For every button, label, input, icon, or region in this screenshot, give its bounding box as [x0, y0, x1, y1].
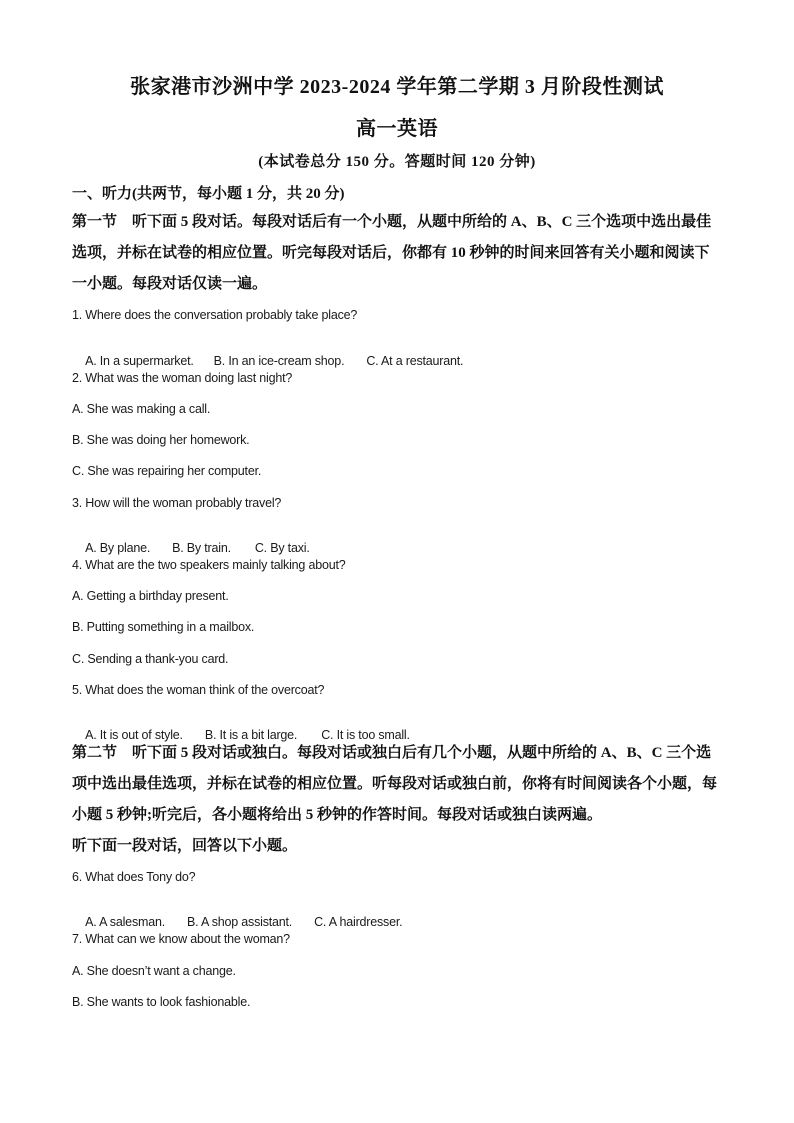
- exam-title: 张家港市沙洲中学 2023-2024 学年第二学期 3 月阶段性测试: [130, 76, 664, 98]
- question-4-option-c[interactable]: C. Sending a thank-you card.: [72, 652, 229, 666]
- question-3-option-b[interactable]: B. By train.: [172, 541, 231, 555]
- question-7-stem: 7. What can we know about the woman?: [72, 932, 290, 946]
- question-3-stem: 3. How will the woman probably travel?: [72, 496, 282, 510]
- question-3-option-a[interactable]: A. By plane.: [85, 541, 151, 555]
- question-1-option-a[interactable]: A. In a supermarket.: [85, 354, 194, 368]
- part1-heading: 一、听力(共两节，每小题 1 分，共 20 分): [72, 186, 345, 202]
- dialogue-intro: 听下面一段对话，回答以下小题。: [72, 838, 298, 854]
- question-4-option-a[interactable]: A. Getting a birthday present.: [72, 589, 229, 603]
- question-2-option-c[interactable]: C. She was repairing her computer.: [72, 464, 262, 478]
- question-2-stem: 2. What was the woman doing last night?: [72, 371, 293, 385]
- exam-note: (本试卷总分 150 分。答题时间 120 分钟): [258, 154, 536, 170]
- exam-subtitle: 高一英语: [356, 118, 438, 140]
- question-4-stem: 4. What are the two speakers mainly talking about?: [72, 558, 346, 572]
- question-6-option-a[interactable]: A. A salesman.: [85, 915, 165, 929]
- question-2-option-a[interactable]: A. She was making a call.: [72, 402, 211, 416]
- question-6-stem: 6. What does Tony do?: [72, 870, 196, 884]
- question-2-option-b[interactable]: B. She was doing her homework.: [72, 433, 250, 447]
- question-6-option-b[interactable]: B. A shop assistant.: [186, 915, 293, 929]
- question-1-stem: 1. Where does the conversation probably take place?: [72, 308, 358, 322]
- question-1-option-b[interactable]: B. In an ice-cream shop.: [213, 354, 345, 368]
- question-5-stem: 5. What does the woman think of the overcoat?: [72, 683, 325, 697]
- section1-instructions: 第一节 听下面 5 段对话。每段对话后有一个小题，从题中所给的 A、B、C 三个选项中选出最佳选项，并标在试卷的相应位置。听完每段对话后，你都有 10 秒钟的时间来回答有关小题和阅读下一小题。每段对话仅读一遍。: [72, 214, 712, 292]
- question-5-option-a[interactable]: A. It is out of style.: [85, 728, 183, 742]
- question-4-option-b[interactable]: B. Putting something in a mailbox.: [72, 620, 255, 634]
- question-1-option-c[interactable]: C. At a restaurant.: [366, 354, 464, 368]
- question-6-option-c[interactable]: C. A hairdresser.: [314, 915, 403, 929]
- section2-instructions: 第二节 听下面 5 段对话或独白。每段对话或独白后有几个小题，从题中所给的 A、B、C 三个选项中选出最佳选项，并标在试卷的相应位置。听每段对话或独白前，你将有时间阅读各个小题，每小题 5 秒钟;听完后，各小题将给出 5 秒钟的作答时间。每段对话或独白读两遍。: [72, 745, 718, 823]
- question-3-option-c[interactable]: C. By taxi.: [254, 541, 310, 555]
- question-7-option-a[interactable]: A. She doesn’t want a change.: [72, 964, 236, 978]
- question-5-option-b[interactable]: B. It is a bit large.: [204, 728, 298, 742]
- question-7-option-b[interactable]: B. She wants to look fashionable.: [72, 995, 251, 1009]
- question-5-option-c[interactable]: C. It is too small.: [321, 728, 410, 742]
